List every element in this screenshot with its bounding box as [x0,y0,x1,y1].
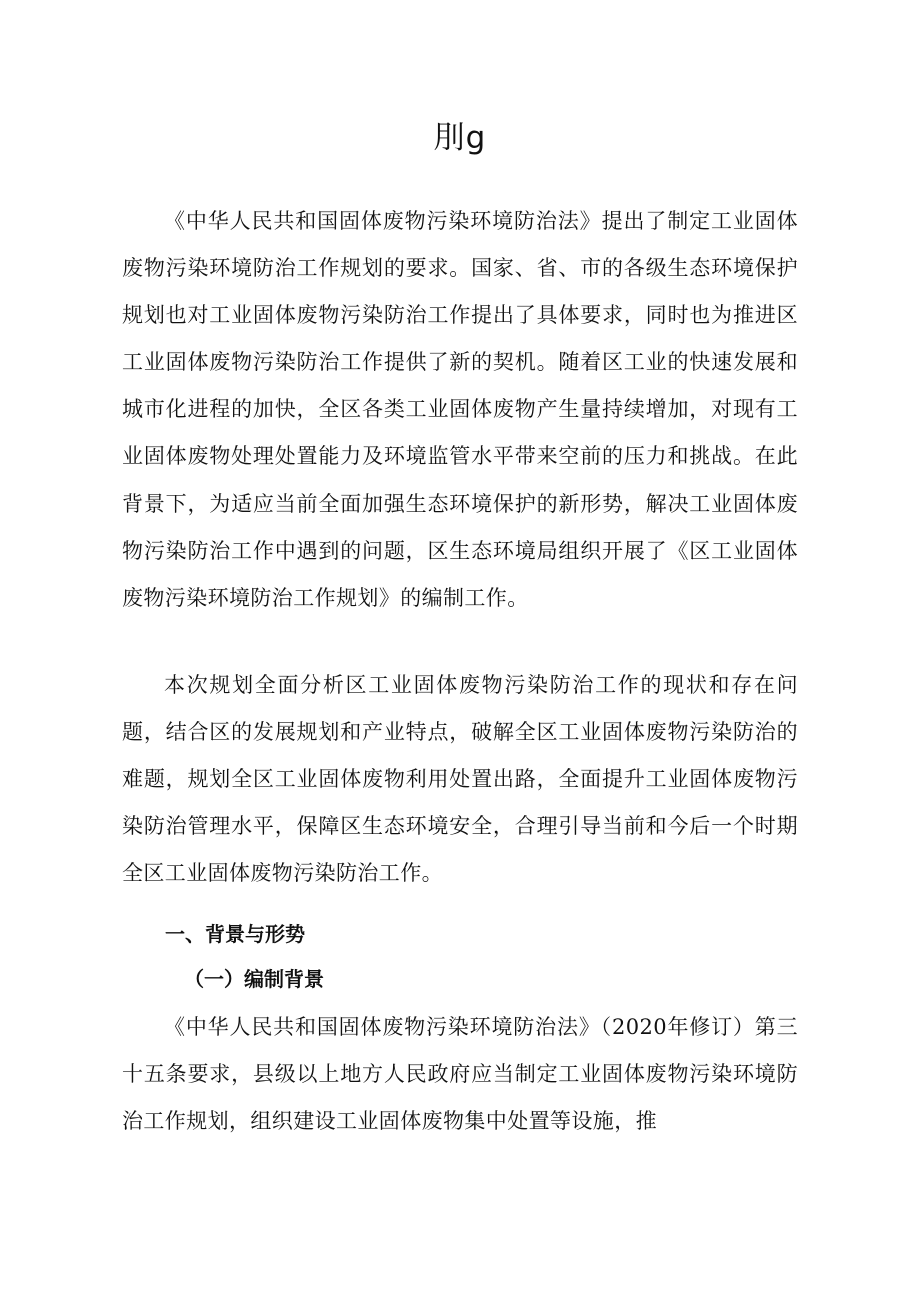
section-heading: 一、背景与形势 [165,922,305,946]
preface-paragraph-1: 《中华人民共和国固体废物污染环境防治法》提出了制定工业固体废物污染环境防治工作规划的要求。国家、省、市的各级生态环境保护规划也对工业固体废物污染防治工作提出了具体要求，同时也为推进区工业固体废物污染防治工作提供了新的契机。随着区工业的快速发展和城市化进程的加快，全区各类工业固体废物产生量持续增加，对现有工业固体废物处理处置能力及环境监管水平带来空前的压力和挑战。在此背景下，为适应当前全面加强生态环境保护的新形势，解决工业固体废物污染防治工作中遇到的问题，区生态环境局组织开展了《区工业固体废物污染环境防治工作规划》的编制工作。 [122,209,798,610]
preface-paragraph-2: 本次规划全面分析区工业固体废物污染防治工作的现状和存在问题，结合区的发展规划和产业特点，破解全区工业固体废物污染防治的难题，规划全区工业固体废物利用处置出路，全面提升工业固体废物污染防治管理水平，保障区生态环境安全，合理引导当前和今后一个时期全区工业固体废物污染防治工作。 [122,673,798,886]
page-title: 刖g [433,120,487,156]
subsection-heading: （一）编制背景 [184,967,324,991]
subsection-paragraph: 《中华人民共和国固体废物污染环境防治法》（2020年修订）第三十五条要求，县级以上地方人民政府应当制定工业固体废物污染环境防治工作规划，组织建设工业固体废物集中处置等设施，推 [122,1015,798,1134]
